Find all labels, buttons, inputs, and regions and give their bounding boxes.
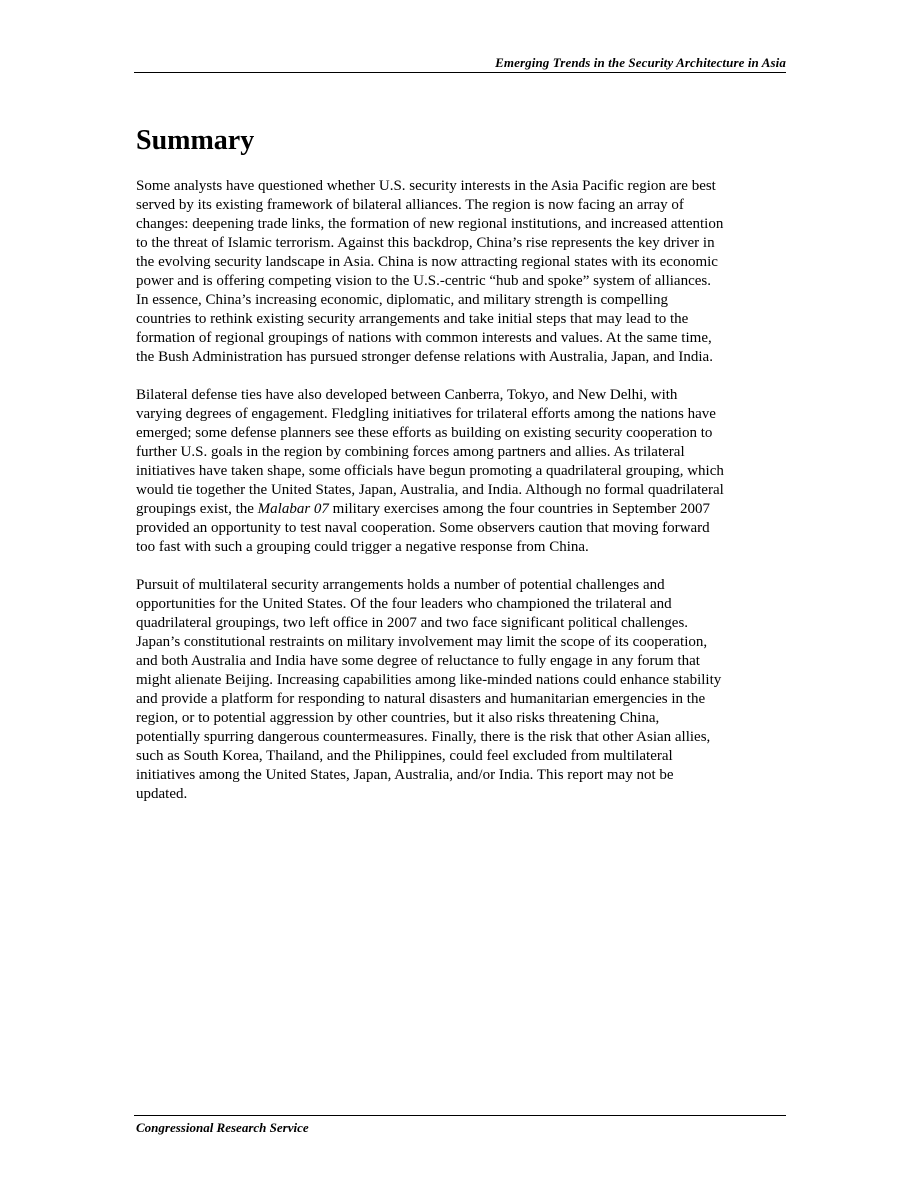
text-line: to the threat of Islamic terrorism. Against this backdrop, China’s rise represents the key driver in	[136, 235, 715, 251]
text-line: In essence, China’s increasing economic, diplomatic, and military strength is compelling	[136, 292, 668, 308]
paragraph-3	[136, 576, 788, 804]
paragraph-1	[136, 177, 788, 367]
text-line: Bilateral defense ties have also developed between Canberra, Tokyo, and New Delhi, with	[136, 387, 678, 403]
text-line: potentially spurring dangerous countermeasures. Finally, there is the risk that other Asian allies,	[136, 729, 711, 745]
text-line: power and is offering competing vision to the U.S.-centric “hub and spoke” system of alliances.	[136, 273, 711, 289]
text-line: initiatives among the United States, Japan, Australia, and/or India. This report may not be	[136, 767, 674, 783]
text-line: countries to rethink existing security arrangements and take initial steps that may lead to the	[136, 311, 689, 327]
text-line: varying degrees of engagement. Fledgling initiatives for trilateral efforts among the nations have	[136, 406, 716, 422]
header-rule	[134, 72, 786, 73]
text-fragment: groupings exist, the	[136, 501, 258, 517]
text-line: the evolving security landscape in Asia. China is now attracting regional states with its economic	[136, 254, 718, 270]
text-line: formation of regional groupings of nations with common interests and values. At the same time,	[136, 330, 712, 346]
text-fragment: military exercises among the four countries in September 2007	[328, 501, 711, 517]
text-line: might alienate Beijing. Increasing capabilities among like-minded nations could enhance stability	[136, 672, 722, 688]
text-line: opportunities for the United States. Of the four leaders who championed the trilateral and	[136, 596, 672, 612]
summary-body	[136, 177, 788, 823]
text-line-malabar	[136, 500, 788, 519]
text-line: and both Australia and India have some degree of reluctance to fully engage in any forum that	[136, 653, 700, 669]
text-line: too fast with such a grouping could trigger a negative response from China.	[136, 539, 589, 555]
text-line: and provide a platform for responding to natural disasters and humanitarian emergencies in the	[136, 691, 706, 707]
text-line: such as South Korea, Thailand, and the Philippines, could feel excluded from multilateral	[136, 748, 673, 764]
page-title: Summary	[136, 125, 255, 156]
text-line: the Bush Administration has pursued stronger defense relations with Australia, Japan, and India.	[136, 349, 713, 365]
running-footer: Congressional Research Service	[136, 1120, 309, 1135]
text-line: provided an opportunity to test naval cooperation. Some observers caution that moving forward	[136, 520, 710, 536]
text-line: would tie together the United States, Japan, Australia, and India. Although no formal quadrilateral	[136, 482, 724, 498]
text-line: quadrilateral groupings, two left office in 2007 and two face significant political challenges.	[136, 615, 689, 631]
text-line: served by its existing framework of bilateral alliances. The region is now facing an array of	[136, 197, 684, 213]
text-line: changes: deepening trade links, the formation of new regional institutions, and increased attention	[136, 216, 724, 232]
text-line: emerged; some defense planners see these efforts as building on existing security cooperation to	[136, 425, 713, 441]
text-line: further U.S. goals in the region by combining forces among partners and allies. As trilateral	[136, 444, 685, 460]
text-line: updated.	[136, 786, 188, 802]
text-line: region, or to potential aggression by other countries, but it also risks threatening China,	[136, 710, 660, 726]
text-line: Japan’s constitutional restraints on military involvement may limit the scope of its cooperation,	[136, 634, 708, 650]
footer-rule	[134, 1115, 786, 1116]
running-header: Emerging Trends in the Security Architecture in Asia	[495, 55, 786, 70]
exercise-name: Malabar 07	[257, 501, 329, 517]
paragraph-2	[136, 386, 788, 557]
text-line: Some analysts have questioned whether U.S. security interests in the Asia Pacific region are best	[136, 178, 716, 194]
text-line: Pursuit of multilateral security arrangements holds a number of potential challenges and	[136, 577, 665, 593]
text-line: initiatives have taken shape, some officials have begun promoting a quadrilateral grouping, which	[136, 463, 724, 479]
